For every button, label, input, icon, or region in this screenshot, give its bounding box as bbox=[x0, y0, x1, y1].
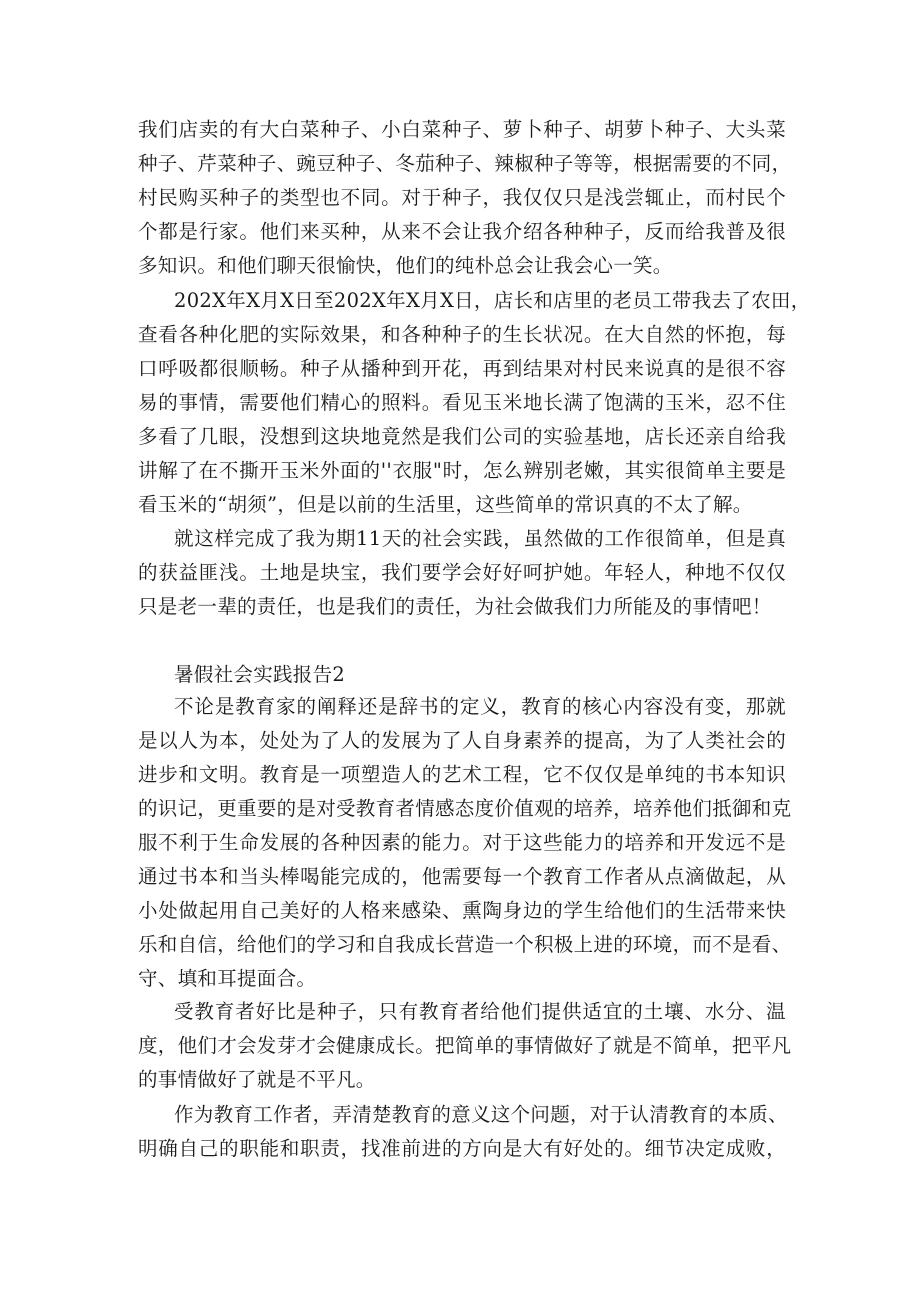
text-line: 不论是教育家的阐释还是辞书的定义，教育的核心内容没有变，那就 bbox=[174, 695, 786, 718]
text-line: 就这样完成了我为期11天的社会实践，虽然做的工作很简单，但是真 bbox=[174, 527, 786, 550]
text-line: 度，他们才会发芽才会健康成长。把简单的事情做好了就是不简单，把平凡 bbox=[138, 1034, 792, 1057]
heading-text: 暑假社会实践报告2 bbox=[174, 663, 346, 686]
text-line: 种子、芹菜种子、豌豆种子、冬茄种子、辣椒种子等等，根据需要的不同， bbox=[138, 152, 792, 175]
text-line: 守、填和耳提面合。 bbox=[138, 967, 317, 990]
text-line: 易的事情，需要他们精心的照料。看见玉米地长满了饱满的玉米，忍不住 bbox=[138, 391, 786, 414]
text-line: 的获益匪浅。土地是块宝，我们要学会好好呵护她。年轻人，种地不仅仅 bbox=[138, 561, 786, 584]
paragraph-2 bbox=[138, 284, 811, 522]
text-line: 只是老一辈的责任，也是我们的责任，为社会做我们力所能及的事情吧！ bbox=[138, 595, 772, 618]
paragraph-6 bbox=[138, 1098, 786, 1166]
text-line: 看玉米的“胡须”，但是以前的生活里，这些简单的常识真的不太了解。 bbox=[138, 493, 753, 516]
text-line: 通过书本和当头棒喝能完成的，他需要每一个教育工作者从点滴做起，从 bbox=[138, 865, 786, 888]
text-line: 多看了几眼，没想到这块地竟然是我们公司的实验基地，店长还亲自给我 bbox=[138, 425, 786, 448]
section-heading bbox=[138, 658, 786, 692]
text-line: 服不利于生命发展的各种因素的能力。对于这些能力的培养和开发远不是 bbox=[138, 831, 786, 854]
text-line: 讲解了在不撕开玉米外面的''衣服"时，怎么辨别老嫩，其实很简单主要是 bbox=[138, 459, 786, 482]
text-line: 乐和自信，给他们的学习和自我成长营造一个积极上进的环境，而不是看、 bbox=[138, 933, 792, 956]
paragraph-3 bbox=[138, 522, 786, 624]
text-line: 是以人为本，处处为了人的发展为了人自身素养的提高，为了人类社会的 bbox=[138, 729, 786, 752]
text-line: 口呼吸都很顺畅。种子从播种到开花，再到结果对村民来说真的是很不容 bbox=[138, 357, 786, 380]
text-line: 进步和文明。教育是一项塑造人的艺术工程，它不仅仅是单纯的书本知识 bbox=[138, 763, 786, 786]
text-line: 我们店卖的有大白菜种子、小白菜种子、萝卜种子、胡萝卜种子、大头菜 bbox=[138, 118, 786, 141]
text-line: 小处做起用自己美好的人格来感染、熏陶身边的学生给他们的生活带来快 bbox=[138, 899, 786, 922]
text-line: 个都是行家。他们来买种，从来不会让我介绍各种种子，反而给我普及很 bbox=[138, 220, 786, 243]
text-line: 多知识。和他们聊天很愉快，他们的纯朴总会让我会心一笑。 bbox=[138, 254, 673, 277]
text-line: 明确自己的职能和职责，找准前进的方向是大有好处的。细节决定成败， bbox=[138, 1137, 786, 1160]
paragraph-4 bbox=[138, 690, 792, 996]
text-line: 作为教育工作者，弄清楚教育的意义这个问题，对于认清教育的本质、 bbox=[174, 1103, 788, 1126]
text-line: 的识记，更重要的是对受教育者情感态度价值观的培养，培养他们抵御和克 bbox=[138, 797, 792, 820]
paragraph-1 bbox=[138, 113, 792, 283]
text-line: 查看各种化肥的实际效果，和各种种子的生长状况。在大自然的怀抱，每 bbox=[138, 323, 786, 346]
text-line: 的事情做好了就是不平凡。 bbox=[138, 1068, 376, 1091]
text-line: 202X年X月X日至202X年X月X日，店长和店里的老员工带我去了农田， bbox=[174, 289, 811, 312]
paragraph-5 bbox=[138, 995, 792, 1097]
text-line: 村民购买种子的类型也不同。对于种子，我仅仅只是浅尝辄止，而村民个 bbox=[138, 186, 786, 209]
text-line: 受教育者好比是种子，只有教育者给他们提供适宜的土壤、水分、温 bbox=[174, 1000, 786, 1023]
